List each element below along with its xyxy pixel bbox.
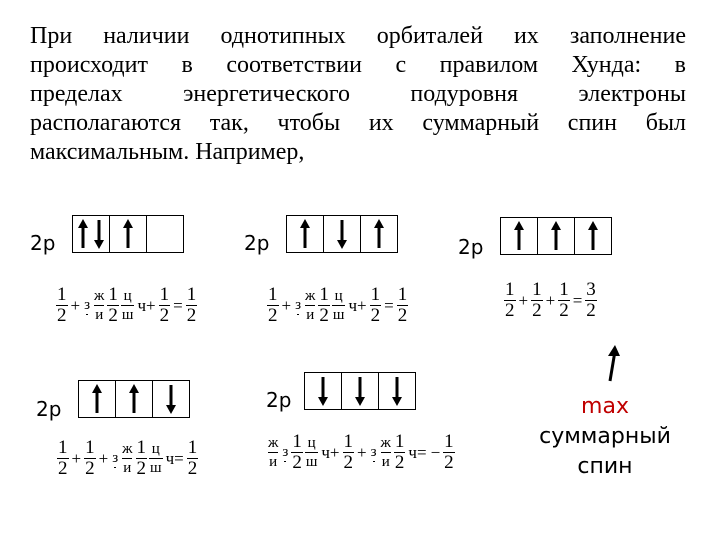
spin-up-arrow-icon [514, 221, 524, 251]
intro-paragraph [30, 22, 686, 167]
orbital-cell [79, 381, 116, 417]
spin-up-arrow-icon [129, 384, 139, 414]
paragraph-line: происходит в соответствии с правилом Хунда: в [30, 52, 686, 78]
spin-up-arrow-icon [551, 221, 561, 251]
paragraph-line: располагаются так, чтобы их суммарный спин был [30, 110, 686, 136]
spin-up-arrow-icon [374, 219, 384, 249]
orbital-cell [73, 216, 110, 252]
orbital-cell [147, 216, 183, 252]
spin-up-arrow-icon [588, 221, 598, 251]
orbital-label: 2p [30, 231, 56, 255]
spin-equation-2: 1 2 + з ж и 1 2 ц ш ч+ $\frac{1}{2}$ = $\frac{1}{2}$ [268, 284, 408, 326]
orbital-boxes [304, 372, 416, 410]
orbital-cell [501, 218, 538, 254]
orbital-boxes [78, 380, 190, 418]
spin-equation-1: 1 2 + з ж и 1 2 ц ш ч+ $\frac{1}{2}$ = $\frac{1}{2}$ [57, 284, 197, 326]
max-spin-note [520, 392, 690, 482]
orbital-cell [575, 218, 611, 254]
note-line2: суммарный [539, 424, 671, 449]
paragraph-line: При наличии однотипных орбиталей их заполнение [30, 23, 686, 49]
pointer-arrow-icon [596, 345, 626, 385]
orbital-boxes [286, 215, 398, 253]
spin-down-arrow-icon [337, 219, 347, 249]
orbital-label: 2p [266, 388, 292, 412]
paragraph-line: пределах энергетического подуровня электроны [30, 81, 686, 107]
spin-up-arrow-icon [78, 219, 88, 249]
orbital-cell [116, 381, 153, 417]
spin-up-arrow-icon [123, 219, 133, 249]
orbital-cell [342, 373, 379, 409]
note-max: max [581, 394, 629, 419]
orbital-cell [305, 373, 342, 409]
orbital-cell [538, 218, 575, 254]
orbital-label: 2p [36, 397, 62, 421]
orbital-cell [361, 216, 397, 252]
spin-down-arrow-icon [392, 376, 402, 406]
orbital-cell [153, 381, 189, 417]
spin-down-arrow-icon [318, 376, 328, 406]
spin-equation-5: ж и з 1 2 ц ш ч+ $\frac{1}{2}$ + з ж и 1 2 ч= − $\frac{1}{2}$ [268, 431, 454, 473]
orbital-cell [110, 216, 147, 252]
orbital-cell [287, 216, 324, 252]
orbital-cell [324, 216, 361, 252]
note-line3: спин [577, 454, 633, 479]
orbital-label: 2p [244, 231, 270, 255]
spin-down-arrow-icon [355, 376, 365, 406]
spin-equation-4: 1 2 + $\frac{1}{2}$ + з ж и 1 2 ц ш ч= $\frac{1}{2}$ [58, 437, 198, 479]
orbital-label: 2p [458, 235, 484, 259]
spin-down-arrow-icon [94, 219, 104, 249]
spin-equation-3: 1 2 + $\frac{1}{2}$ + $\frac{1}{2}$ = $\frac{3}{2}$ [505, 279, 596, 321]
orbital-cell [379, 373, 415, 409]
orbital-boxes [500, 217, 612, 255]
spin-up-arrow-icon [92, 384, 102, 414]
spin-up-arrow-icon [300, 219, 310, 249]
paragraph-line: максимальным. Например, [30, 139, 305, 165]
spin-down-arrow-icon [166, 384, 176, 414]
orbital-boxes [72, 215, 184, 253]
